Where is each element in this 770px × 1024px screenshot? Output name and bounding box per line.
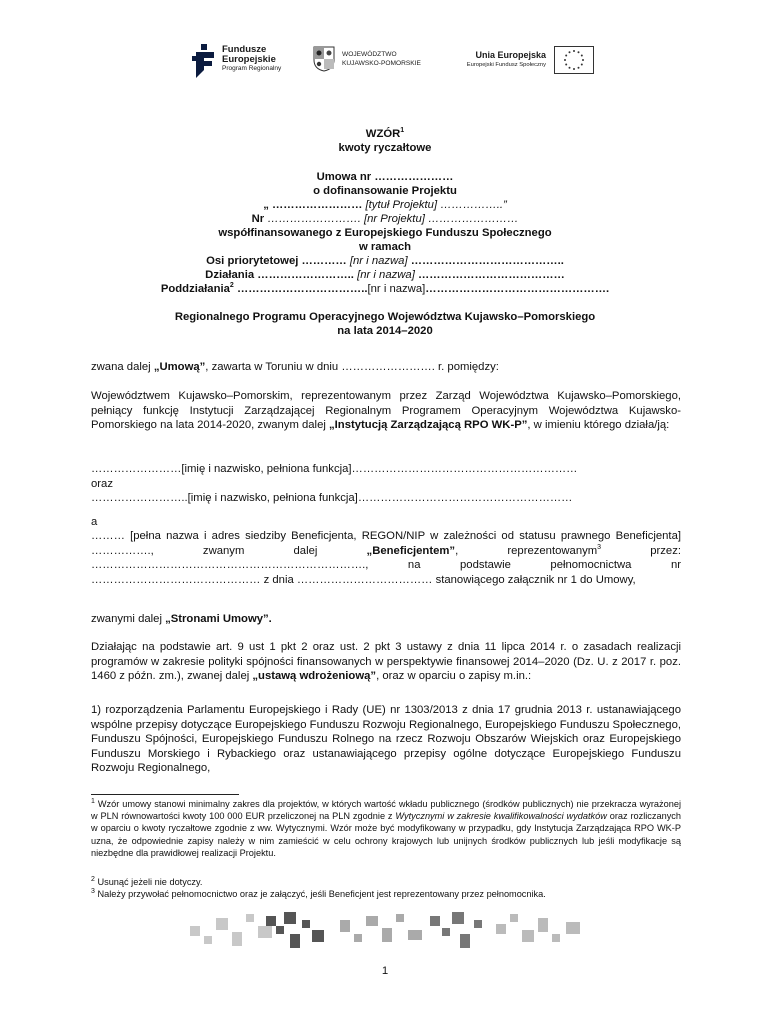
p7-text-c: , oraz w oparciu o zapisy m.in.:: [376, 670, 532, 683]
p7-ustawa: „ustawą wdrożeniową”: [252, 670, 377, 683]
footnote-ref-2: 2: [229, 282, 234, 290]
title-w-ramach: w ramach: [358, 241, 412, 253]
wzor-text: WZÓR: [365, 128, 401, 140]
footnote-2-number: 2: [91, 875, 95, 883]
title-rpo-line1: Regionalnego Programu Operacyjnego Województwa Kujawsko–Pomorskiego: [174, 311, 596, 323]
page-number: 1: [381, 965, 389, 977]
paragraph-representatives: [91, 462, 681, 506]
poddz-pre: Poddziałania: [160, 283, 230, 295]
coat-of-arms-icon: [313, 46, 335, 72]
title-umowa-nr: Umowa nr …………………: [316, 171, 454, 183]
footnote-3-number: 3: [91, 887, 95, 895]
osi-placeholder: [nr i nazwa]: [349, 255, 408, 267]
osi-pre: Osi priorytetowej …………: [206, 255, 350, 267]
poddz-post: ………………………………………….: [425, 283, 610, 295]
p5-text-c: , reprezentowanym: [455, 544, 598, 557]
p7-text-a: Działając na podstawie art. 9 ust 1 pkt 2 oraz ust. 2 pkt 3 ustawy z dnia 11 lipca 2014 r. o zasadach realizacji programów w zakresie polityki spójności finansowanych w perspektywie finansowej 2014–2020 (Dz. U. z 2017 r. poz. 1460 z późn. zm.), zwanej dalej: [91, 641, 681, 683]
title-dzialania: [90, 268, 680, 282]
dzial-pre: Działania ……………………..: [205, 269, 358, 281]
dzial-placeholder: [nr i nazwa]: [357, 269, 415, 281]
logo-wojewodztwo: [313, 46, 433, 76]
tytul-placeholder: [tytuł Projektu]: [365, 199, 438, 211]
logo-unia-europejska: [462, 46, 582, 76]
logo1-line2: Europejskie: [222, 53, 276, 65]
title-osi: [90, 254, 680, 268]
footnote-1-text-a: Wzór umowy stanowi minimalny zakres dla projektów, w których wartość wkładu publicznego (środków publicznych) nie przekracza wyrażonej w PLN równowartości kwoty 100 000 EUR przeliczonej na PLN zgodnie z: [91, 799, 681, 822]
paragraph-beneficjent: [91, 529, 681, 587]
paragraph-dzialajac: [91, 640, 681, 684]
dzial-post: …………………………………: [414, 269, 565, 281]
paragraph-zwana-dalej: [91, 360, 681, 375]
nr-pre: Nr: [251, 213, 268, 225]
representative-line-2: ……………………..[imię i nazwisko, pełniona funkcja]…………………………………………………: [91, 492, 573, 505]
title-subtitle: kwoty ryczałtowe: [338, 142, 432, 154]
p6-text-a: zwanymi dalej: [91, 613, 166, 625]
p5-text-a: ……… [pełna nazwa i adres siedziby Beneficjenta, REGON/NIP w zależności od statusu prawnego Beneficjenta] ……………., zwanym dalej: [91, 530, 681, 557]
logo3-line2: Europejski Fundusz Społeczny: [466, 62, 546, 69]
paragraph-rozporzadzenie: 1) rozporządzenia Parlamentu Europejskiego i Rady (UE) nr 1303/2013 z dnia 17 grudnia 2013 r. ustanawiającego wspólne przepisy dotyczące Europejskiego Funduszu Rozwoju Regionalnego, Europejskiego Funduszu Społecznego, Funduszu Spójności, Europejskiego Funduszu Rolnego na rzecz Rozwoju Obszarów Wiejskich oraz Europejskiego Funduszu Morskiego i Rybackiego oraz ustanawiającego przepisy ogólne dotyczące Europejskiego Funduszu Rozwoju Regionalnego,: [91, 704, 681, 775]
eu-flag-icon: [554, 46, 594, 74]
p5-beneficjent: „Beneficjentem”: [366, 544, 456, 557]
logo2-line1: WOJEWÓDZTWO: [342, 51, 397, 58]
p1-text-a: zwana dalej: [91, 361, 154, 373]
footnote-1-number: 1: [91, 797, 95, 805]
logo1-line1: Fundusze: [222, 44, 267, 55]
logo3-line1: Unia Europejska: [475, 50, 546, 60]
title-nr-projektu: [90, 212, 680, 226]
footnote-3: [91, 888, 681, 900]
logo-fundusze-europejskie: [192, 42, 292, 82]
footnote-1: [91, 798, 681, 859]
nr-placeholder: ……………………. [nr Projektu] ……………………: [267, 213, 519, 225]
paragraph-strony-umowy: [91, 612, 681, 627]
footer-decorative-pattern: [190, 908, 590, 958]
footnote-2-text: Usunąć jeżeli nie dotyczy.: [94, 877, 203, 887]
title-rpo-line2: na lata 2014–2020: [337, 325, 433, 337]
logo1-line3: Program Regionalny: [222, 64, 282, 72]
title-tytul-projektu: [90, 198, 680, 212]
footnote-3-text: Należy przywołać pełnomocnictwo oraz je załączyć, jeśli Beneficjent jest reprezentowany przez pełnomocnika.: [94, 889, 546, 899]
p5-text-d: przez: ………………………………………………………………., na podstawie pełnomocnictwa nr ……………………………………… z dnia ……………………………… stanowiącego załącznik nr 1 do Umowy,: [91, 544, 681, 586]
p2-instytucja: „Instytucją Zarządzającą RPO WK-P”: [329, 419, 528, 432]
logo2-line2: KUJAWSKO-POMORSKIE: [342, 59, 421, 67]
p6-strony: „Stronami Umowy”.: [165, 613, 272, 625]
p2-text-c: , w imieniu którego działa/ją:: [527, 419, 670, 432]
paragraph-wojewodztwo: [91, 389, 681, 433]
representative-oraz: oraz: [91, 477, 113, 490]
p1-text-c: , zawarta w Toruniu w dniu ……………………. r. pomiędzy:: [205, 361, 499, 373]
title-wzor: [90, 127, 680, 141]
poddz-placeholder: [nr i nazwa]: [367, 283, 426, 295]
tytul-post: ……………..”: [437, 199, 507, 211]
footnote-1-italic: Wytycznymi w zakresie kwalifikowalności wydatków: [395, 811, 607, 822]
fundusze-europejskie-icon: [192, 44, 218, 78]
paragraph-a: a: [91, 516, 98, 528]
representative-line-1: ……………………[imię i nazwisko, pełniona funkcja]……………………………………………………: [91, 463, 578, 475]
title-wspolfinansowanego: współfinansowanego z Europejskiego Funduszu Społecznego: [218, 227, 552, 239]
footnote-ref-1: 1: [400, 127, 405, 135]
poddz-mid: ……………………………..: [233, 283, 368, 295]
title-poddzialania: [90, 282, 680, 296]
footnote-separator: [91, 794, 239, 795]
title-dofinansowanie: o dofinansowanie Projektu: [313, 185, 457, 197]
p1-umowa: „Umową”: [153, 361, 206, 373]
footnote-1-text-b: oraz rozliczanych w oparciu o kwoty ryczałtowe zgodnie z ww. Wytycznymi. Wzór może być modyfikowany w przypadku, gdy Instytucja Zarządzająca RPO WK-P uzna, że odpowiednie zapisy należy w nim zamieścić w celu ochrony krajowych lub unijnych środków publicznych lub jeśli modyfikacje są niezbędne dla prawidłowej realizacji Projektu.: [91, 811, 681, 858]
tytul-pre: „ ……………………: [263, 199, 366, 211]
p2-text-a: Województwem Kujawsko–Pomorskim, reprezentowanym przez Zarząd Województwa Kujawsko–Pomorskiego, pełniący funkcję Instytucji Zarządzającej Regionalnym Programem Operacyjnym Województwa Kujawsko-Pomorskiego na lata 2014-2020, zwanym dalej: [91, 390, 681, 432]
osi-post: …………………………………..: [407, 255, 564, 267]
footnote-ref-3: 3: [597, 543, 602, 551]
footnote-2: [91, 876, 681, 888]
